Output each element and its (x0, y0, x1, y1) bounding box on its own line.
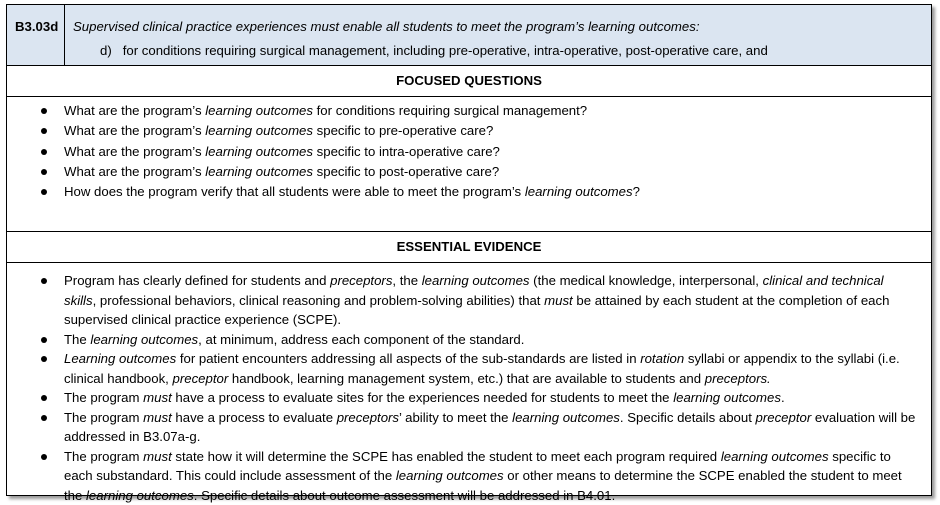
text-run: , at minimum, address each component of the standard. (198, 332, 524, 347)
text-run: Program has clearly defined for students and (64, 273, 330, 288)
list-item (7, 142, 931, 162)
emphasis-text: learning outcomes (205, 103, 313, 118)
text-run: How does the program verify that all students were able to meet the program’s (64, 184, 525, 199)
emphasis-text: must (143, 410, 172, 425)
standard-row (7, 5, 931, 66)
emphasis-text: learning outcomes (525, 184, 633, 199)
emphasis-text: preceptors (337, 410, 399, 425)
emphasis-text: enable all students to meet the program’s (339, 19, 588, 34)
text-run: , professional behaviors, clinical reasoning and problem-solving abilities) that (93, 293, 545, 308)
text-run: The program (64, 410, 143, 425)
emphasis-text: preceptors. (705, 371, 771, 386)
list-item (7, 447, 931, 505)
list-item (7, 408, 931, 447)
standard-text-cell (65, 5, 931, 65)
text-run: What are the program’s (64, 103, 205, 118)
emphasis-text: must (143, 390, 172, 405)
text-run: (the medical knowledge, interpersonal, (530, 273, 763, 288)
text-run: What are the program’s (64, 123, 205, 138)
text-run: have a process to evaluate (172, 410, 337, 425)
text-run: handbook, learning management system, etc.) that are available to students and (228, 371, 705, 386)
essential-evidence-section (7, 263, 931, 505)
text-run: . (781, 390, 785, 405)
essential-evidence-list (7, 271, 931, 505)
emphasis-text: learning outcomes (86, 488, 194, 503)
text-run: syllabi or appendix to the syllabi (i.e. clinical handbook, (64, 351, 900, 386)
emphasis-text: learning outcomes (205, 164, 313, 179)
emphasis-text: preceptor (756, 410, 812, 425)
list-item (7, 121, 931, 141)
emphasis-text: learning outcomes (90, 332, 198, 347)
text-run: What are the program’s (64, 164, 205, 179)
text-run: . Specific details about outcome assessment will be addressed in B4.01. (194, 488, 616, 503)
text-run: specific to each substandard. This could include assessment of the (64, 449, 891, 484)
text-run: be attained by each student at the completion of each supervised clinical practice experience (SCPE). (64, 293, 889, 328)
text-run: , the (392, 273, 421, 288)
emphasis-text: preceptor (173, 371, 229, 386)
emphasis-text: learning outcomes (512, 410, 620, 425)
text-run: evaluation will be addressed in B3.07a-g. (64, 410, 915, 445)
text-run: specific to intra-operative care? (313, 144, 500, 159)
list-item (7, 271, 931, 330)
text-run: The program (64, 449, 143, 464)
standard-code: B3.03d (7, 5, 65, 65)
emphasis-text: must (143, 449, 172, 464)
text-run: What are the program’s (64, 144, 205, 159)
emphasis-text: clinical and technical skills (64, 273, 884, 308)
emphasis-text: learning outcomes (422, 273, 530, 288)
emphasis-text: learning outcomes (588, 19, 696, 34)
focused-questions-heading: FOCUSED QUESTIONS (7, 66, 931, 97)
text-run: specific to pre-operative care? (313, 123, 493, 138)
list-item (7, 182, 931, 202)
emphasis-text: rotation (640, 351, 684, 366)
standard-sub-item: d) for conditions requiring surgical management, including pre-operative, intra-operative, post-operative care, and (73, 43, 931, 58)
text-run: for patient encounters addressing all aspects of the sub-standards are listed in (176, 351, 640, 366)
text-run: state how it will determine the SCPE has enabled the student to meet each program required (172, 449, 721, 464)
list-item (7, 349, 931, 388)
text-run: or other means to determine the SCPE enabled the student to meet the (64, 468, 902, 503)
text-run: ? (633, 184, 640, 199)
emphasis-text: learning outcomes (396, 468, 504, 483)
emphasis-text: must (311, 19, 340, 34)
text-run: . Specific details about (620, 410, 756, 425)
standard-text (73, 19, 931, 34)
emphasis-text: Supervised clinical practice experiences (73, 19, 311, 34)
text-run: specific to post-operative care? (313, 164, 499, 179)
emphasis-text: learning outcomes (721, 449, 829, 464)
emphasis-text: learning outcomes (205, 144, 313, 159)
list-item (7, 388, 931, 408)
focused-questions-section (7, 97, 931, 232)
text-run: The program (64, 390, 143, 405)
emphasis-text: : (696, 19, 700, 34)
emphasis-text: Learning outcomes (64, 351, 176, 366)
text-run: ’ ability to meet the (399, 410, 512, 425)
list-item (7, 330, 931, 350)
emphasis-text: preceptors (330, 273, 392, 288)
essential-evidence-heading: ESSENTIAL EVIDENCE (7, 232, 931, 263)
standard-table (6, 4, 932, 496)
text-run: The (64, 332, 90, 347)
text-run: have a process to evaluate sites for the experiences needed for students to meet the (172, 390, 673, 405)
focused-questions-list (7, 101, 931, 202)
emphasis-text: must (544, 293, 573, 308)
list-item (7, 162, 931, 182)
text-run: for conditions requiring surgical management? (313, 103, 587, 118)
list-item (7, 101, 931, 121)
emphasis-text: learning outcomes (673, 390, 781, 405)
emphasis-text: learning outcomes (205, 123, 313, 138)
